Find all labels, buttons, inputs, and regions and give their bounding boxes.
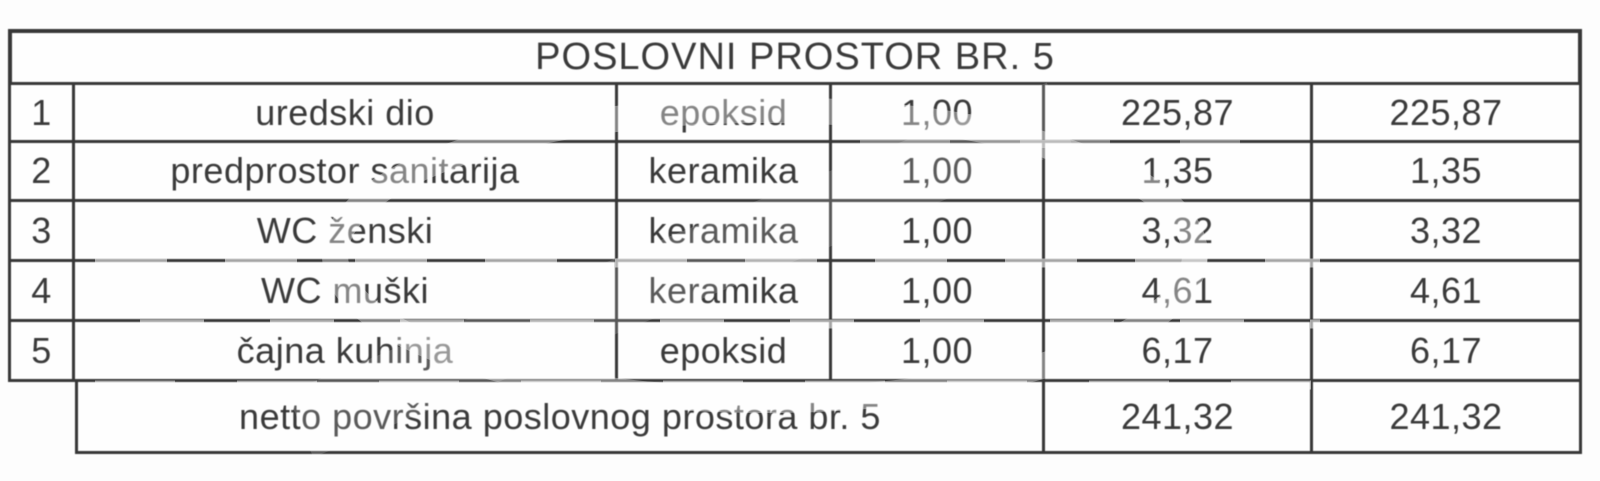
room-name: WC ženski bbox=[75, 202, 618, 262]
total-value: 6,17 bbox=[1313, 322, 1582, 382]
netto-area-value: 241,32 bbox=[1045, 382, 1313, 454]
row-number: 5 bbox=[8, 322, 75, 382]
netto-total-value: 241,32 bbox=[1313, 382, 1582, 454]
floor-material: epoksid bbox=[618, 322, 832, 382]
total-value: 1,35 bbox=[1313, 143, 1582, 202]
footer-spacer bbox=[8, 382, 75, 454]
area-value: 3,32 bbox=[1045, 202, 1313, 262]
area-value: 225,87 bbox=[1045, 85, 1313, 143]
netto-area-label: netto površina poslovnog prostora br. 5 bbox=[75, 382, 1045, 454]
row-number: 2 bbox=[8, 143, 75, 202]
floor-material: epoksid bbox=[618, 85, 832, 143]
area-value: 6,17 bbox=[1045, 322, 1313, 382]
coefficient: 1,00 bbox=[832, 143, 1045, 202]
table-title: POSLOVNI PROSTOR BR. 5 bbox=[8, 29, 1582, 85]
row-number: 4 bbox=[8, 262, 75, 322]
coefficient: 1,00 bbox=[832, 202, 1045, 262]
row-number: 3 bbox=[8, 202, 75, 262]
coefficient: 1,00 bbox=[832, 262, 1045, 322]
room-name: čajna kuhinja bbox=[75, 322, 618, 382]
total-value: 3,32 bbox=[1313, 202, 1582, 262]
floor-material: keramika bbox=[618, 202, 832, 262]
floor-material: keramika bbox=[618, 262, 832, 322]
total-value: 4,61 bbox=[1313, 262, 1582, 322]
coefficient: 1,00 bbox=[832, 85, 1045, 143]
room-name: WC muški bbox=[75, 262, 618, 322]
area-value: 1,35 bbox=[1045, 143, 1313, 202]
area-value: 4,61 bbox=[1045, 262, 1313, 322]
total-value: 225,87 bbox=[1313, 85, 1582, 143]
row-number: 1 bbox=[8, 85, 75, 143]
room-name: uredski dio bbox=[75, 85, 618, 143]
coefficient: 1,00 bbox=[832, 322, 1045, 382]
room-name: predprostor sanitarija bbox=[75, 143, 618, 202]
floor-material: keramika bbox=[618, 143, 832, 202]
area-table bbox=[8, 29, 1582, 454]
